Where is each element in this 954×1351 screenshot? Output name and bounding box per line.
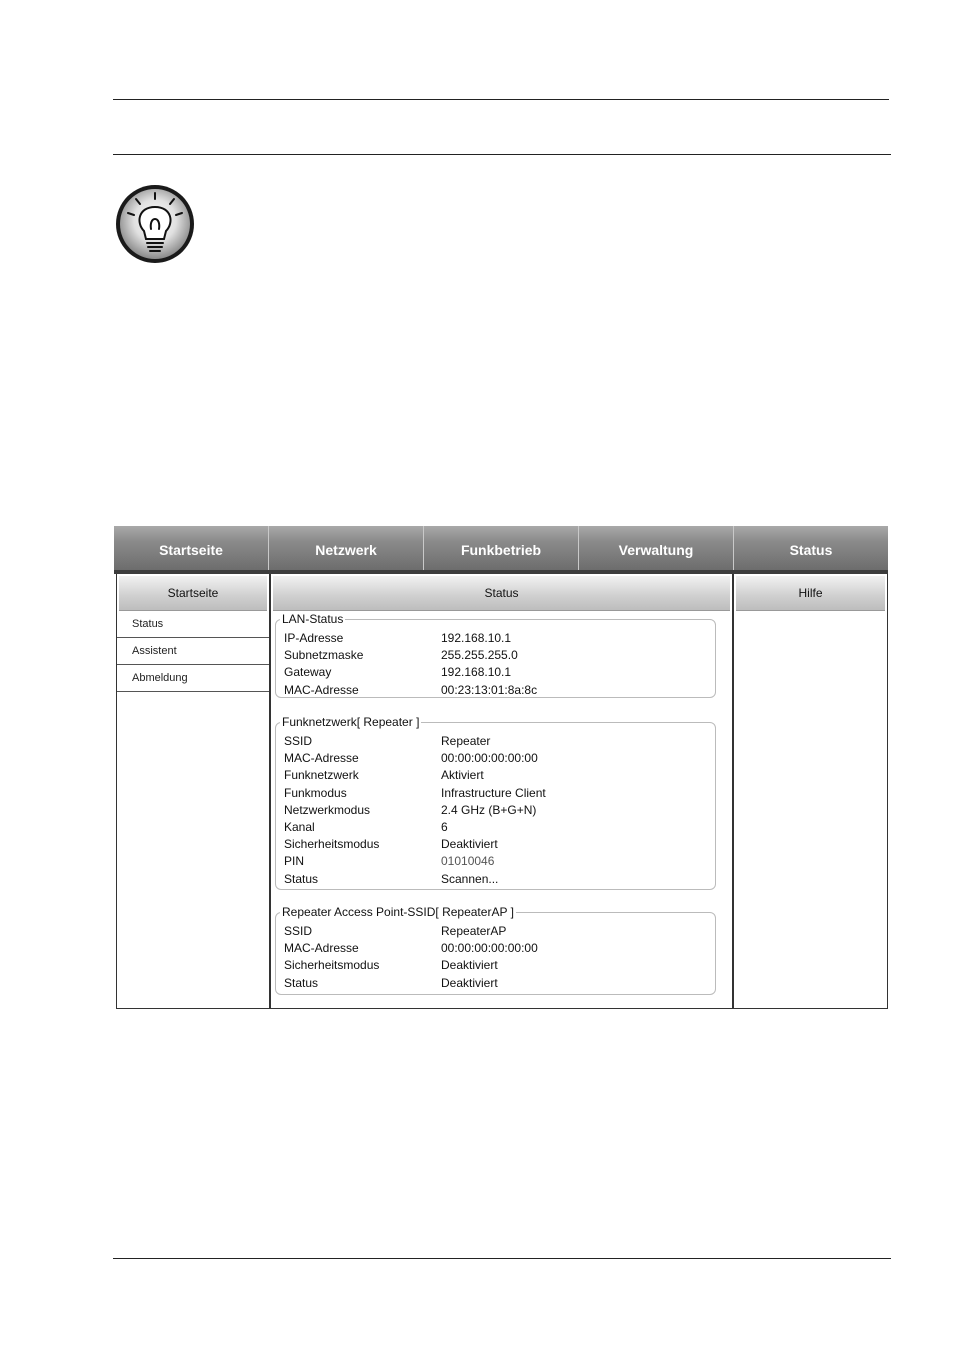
lan-status-group <box>275 612 716 698</box>
sidebar-item-status[interactable]: Status <box>117 611 269 638</box>
status-row <box>284 940 709 957</box>
row-key: SSID <box>284 734 313 748</box>
row-key: Sicherheitsmodus <box>284 837 380 852</box>
status-row <box>284 871 709 888</box>
row-value: 6 <box>441 819 448 834</box>
status-row <box>284 819 709 836</box>
row-value: 2.4 GHz (B+G+N) <box>441 802 537 817</box>
status-row <box>284 647 709 664</box>
row-value: Deaktiviert <box>441 975 498 990</box>
row-value: Deaktiviert <box>441 837 498 852</box>
row-value: 01010046 <box>441 854 495 869</box>
row-value: Repeater <box>441 734 491 748</box>
row-key: SSID <box>284 924 313 938</box>
status-row <box>284 630 709 647</box>
row-key: Kanal <box>284 819 315 834</box>
status-row <box>284 682 709 699</box>
repeater-ap-group <box>275 905 716 995</box>
row-key: Sicherheitsmodus <box>284 958 380 973</box>
row-key: PIN <box>284 854 305 869</box>
status-row <box>284 785 709 802</box>
row-key: MAC-Adresse <box>284 941 359 956</box>
nav-tab-verwaltung[interactable]: Verwaltung <box>579 526 734 570</box>
row-value: 00:00:00:00:00:00 <box>441 751 538 766</box>
status-panel-title: Status <box>273 576 730 611</box>
row-key: Gateway <box>284 665 332 680</box>
sidebar-item-abmeldung[interactable]: Abmeldung <box>117 665 269 692</box>
sidebar-panel <box>116 574 270 1009</box>
group-legend: Repeater Access Point-SSID[ RepeaterAP ] <box>282 905 514 919</box>
status-row <box>284 750 709 767</box>
nav-tab-startseite[interactable]: Startseite <box>114 526 269 570</box>
top-navigation <box>114 526 888 570</box>
sidebar-title: Startseite <box>119 576 267 611</box>
router-web-ui <box>114 526 888 1009</box>
status-row <box>284 853 709 870</box>
row-key: Status <box>284 975 319 990</box>
group-legend: Funknetzwerk[ Repeater ] <box>282 715 420 729</box>
row-key: Funknetzwerk <box>284 768 359 783</box>
lightbulb-icon <box>114 183 196 265</box>
header-rule-top <box>113 99 889 100</box>
row-value: 255.255.255.0 <box>441 648 518 663</box>
nav-tab-status[interactable]: Status <box>789 542 833 558</box>
status-panel <box>270 574 733 1009</box>
row-value: RepeaterAP <box>441 924 507 938</box>
row-key: IP-Adresse <box>284 631 344 645</box>
row-key: Funkmodus <box>284 785 347 800</box>
status-row <box>284 923 709 940</box>
row-value: 00:23:13:01:8a:8c <box>441 682 538 697</box>
status-row <box>284 664 709 681</box>
row-value: Deaktiviert <box>441 958 498 973</box>
status-row <box>284 733 709 750</box>
footer-rule <box>113 1258 891 1259</box>
row-key: MAC-Adresse <box>284 682 359 697</box>
row-key: Netzwerkmodus <box>284 802 371 817</box>
status-row <box>284 957 709 974</box>
help-panel <box>733 574 888 1009</box>
row-value: 192.168.10.1 <box>441 631 512 645</box>
funknetzwerk-group <box>275 715 716 890</box>
help-panel-title: Hilfe <box>736 576 885 611</box>
row-key: MAC-Adresse <box>284 751 359 766</box>
row-key: Subnetzmaske <box>284 648 364 663</box>
nav-tab-netzwerk[interactable]: Netzwerk <box>269 526 424 570</box>
row-value: Aktiviert <box>441 768 484 783</box>
row-value: 00:00:00:00:00:00 <box>441 941 538 956</box>
nav-tab-funkbetrieb[interactable]: Funkbetrieb <box>424 526 579 570</box>
row-value: Infrastructure Client <box>441 785 546 800</box>
status-row <box>284 767 709 784</box>
row-value: 192.168.10.1 <box>441 665 512 680</box>
status-row <box>284 836 709 853</box>
status-row <box>284 802 709 819</box>
row-key: Status <box>284 871 319 886</box>
row-value: Scannen... <box>441 871 499 886</box>
header-rule-bottom <box>113 154 891 155</box>
sidebar-item-assistent[interactable]: Assistent <box>117 638 269 665</box>
group-legend: LAN-Status <box>282 612 344 626</box>
status-row <box>284 975 709 992</box>
